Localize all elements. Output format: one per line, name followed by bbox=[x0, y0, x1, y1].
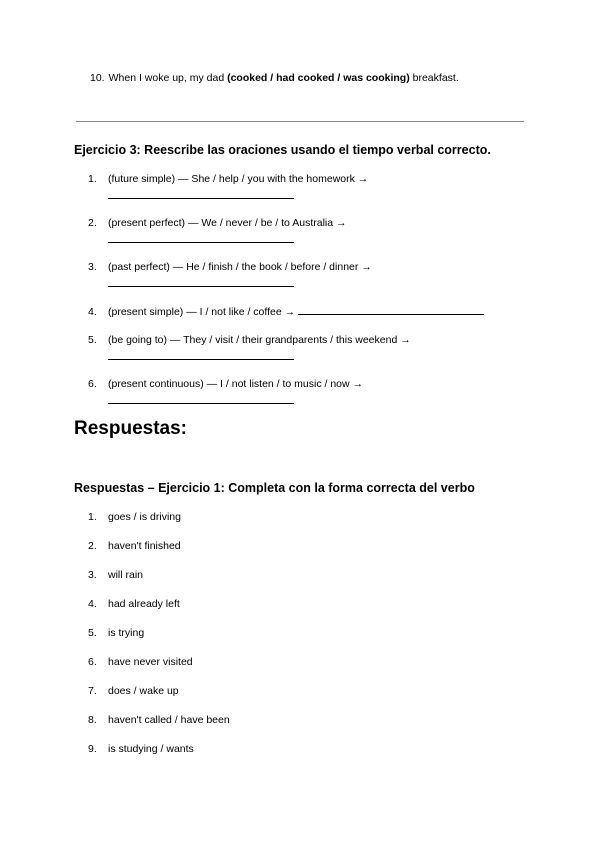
answer-blank[interactable] bbox=[108, 394, 294, 404]
exercise3-item bbox=[88, 217, 347, 246]
item-number: 7. bbox=[88, 685, 97, 697]
answer-item bbox=[88, 714, 230, 726]
answer-blank[interactable] bbox=[298, 305, 484, 315]
answer-blank[interactable] bbox=[108, 277, 294, 287]
item-number: 2. bbox=[88, 217, 97, 229]
item-prompt: (present perfect) — We / never / be / to Australia → bbox=[108, 217, 347, 229]
answer-text: goes / is driving bbox=[108, 511, 181, 523]
answer-blank[interactable] bbox=[108, 233, 294, 243]
item-number: 4. bbox=[88, 598, 97, 610]
section-divider bbox=[76, 121, 524, 122]
exercise3-heading: Ejercicio 3: Reescribe las oraciones usando el tiempo verbal correcto. bbox=[74, 143, 491, 157]
answer-item bbox=[88, 540, 181, 552]
sentence-start: When I woke up, my dad bbox=[108, 72, 228, 84]
item-number: 5. bbox=[88, 627, 97, 639]
item-number: 3. bbox=[88, 569, 97, 581]
item-number: 6. bbox=[88, 656, 97, 668]
answer-text: haven't called / have been bbox=[108, 714, 230, 726]
item-number: 1. bbox=[88, 173, 97, 185]
item-prompt: (present simple) — I / not like / coffee → bbox=[108, 306, 296, 318]
answer-item bbox=[88, 656, 193, 668]
sentence-end: breakfast. bbox=[409, 72, 459, 84]
answer-text: haven't finished bbox=[108, 540, 181, 552]
answer-text: have never visited bbox=[108, 656, 193, 668]
answer-item bbox=[88, 569, 143, 581]
item-prompt: (present continuous) — I / not listen / to music / now → bbox=[108, 378, 364, 390]
exercise3-item bbox=[88, 378, 363, 407]
item-number: 4. bbox=[88, 306, 97, 318]
answer-item bbox=[88, 685, 179, 697]
answer-text: will rain bbox=[108, 569, 144, 581]
answer-text: had already left bbox=[108, 598, 180, 610]
answer-text: is trying bbox=[108, 627, 145, 639]
item-prompt: (past perfect) — He / finish / the book / before / dinner → bbox=[108, 261, 372, 273]
answer-text: does / wake up bbox=[108, 685, 179, 697]
item-number: 1. bbox=[88, 511, 97, 523]
item-number: 8. bbox=[88, 714, 97, 726]
exercise3-item bbox=[88, 334, 411, 363]
answer-item bbox=[88, 511, 181, 523]
item-number: 6. bbox=[88, 378, 97, 390]
verb-options: (cooked / had cooked / was cooking) bbox=[227, 72, 410, 84]
item-number: 5. bbox=[88, 334, 97, 346]
item-number: 3. bbox=[88, 261, 97, 273]
answers-exercise1-heading: Respuestas – Ejercicio 1: Completa con la forma correcta del verbo bbox=[74, 481, 475, 495]
exercise3-item bbox=[88, 173, 368, 202]
exercise2-item-10 bbox=[90, 72, 459, 84]
answer-item bbox=[88, 743, 194, 755]
item-prompt: (be going to) — They / visit / their grandparents / this weekend → bbox=[108, 334, 411, 346]
answer-blank[interactable] bbox=[108, 350, 294, 360]
answer-text: is studying / wants bbox=[108, 743, 194, 755]
answers-title: Respuestas: bbox=[74, 418, 187, 439]
item-prompt: (future simple) — She / help / you with the homework → bbox=[108, 173, 369, 185]
item-number: 10. bbox=[90, 72, 105, 84]
answer-item bbox=[88, 598, 180, 610]
exercise3-item bbox=[88, 261, 372, 290]
exercise3-item bbox=[88, 305, 484, 318]
item-number: 9. bbox=[88, 743, 97, 755]
answer-blank[interactable] bbox=[108, 189, 294, 199]
item-number: 2. bbox=[88, 540, 97, 552]
answer-item bbox=[88, 627, 144, 639]
